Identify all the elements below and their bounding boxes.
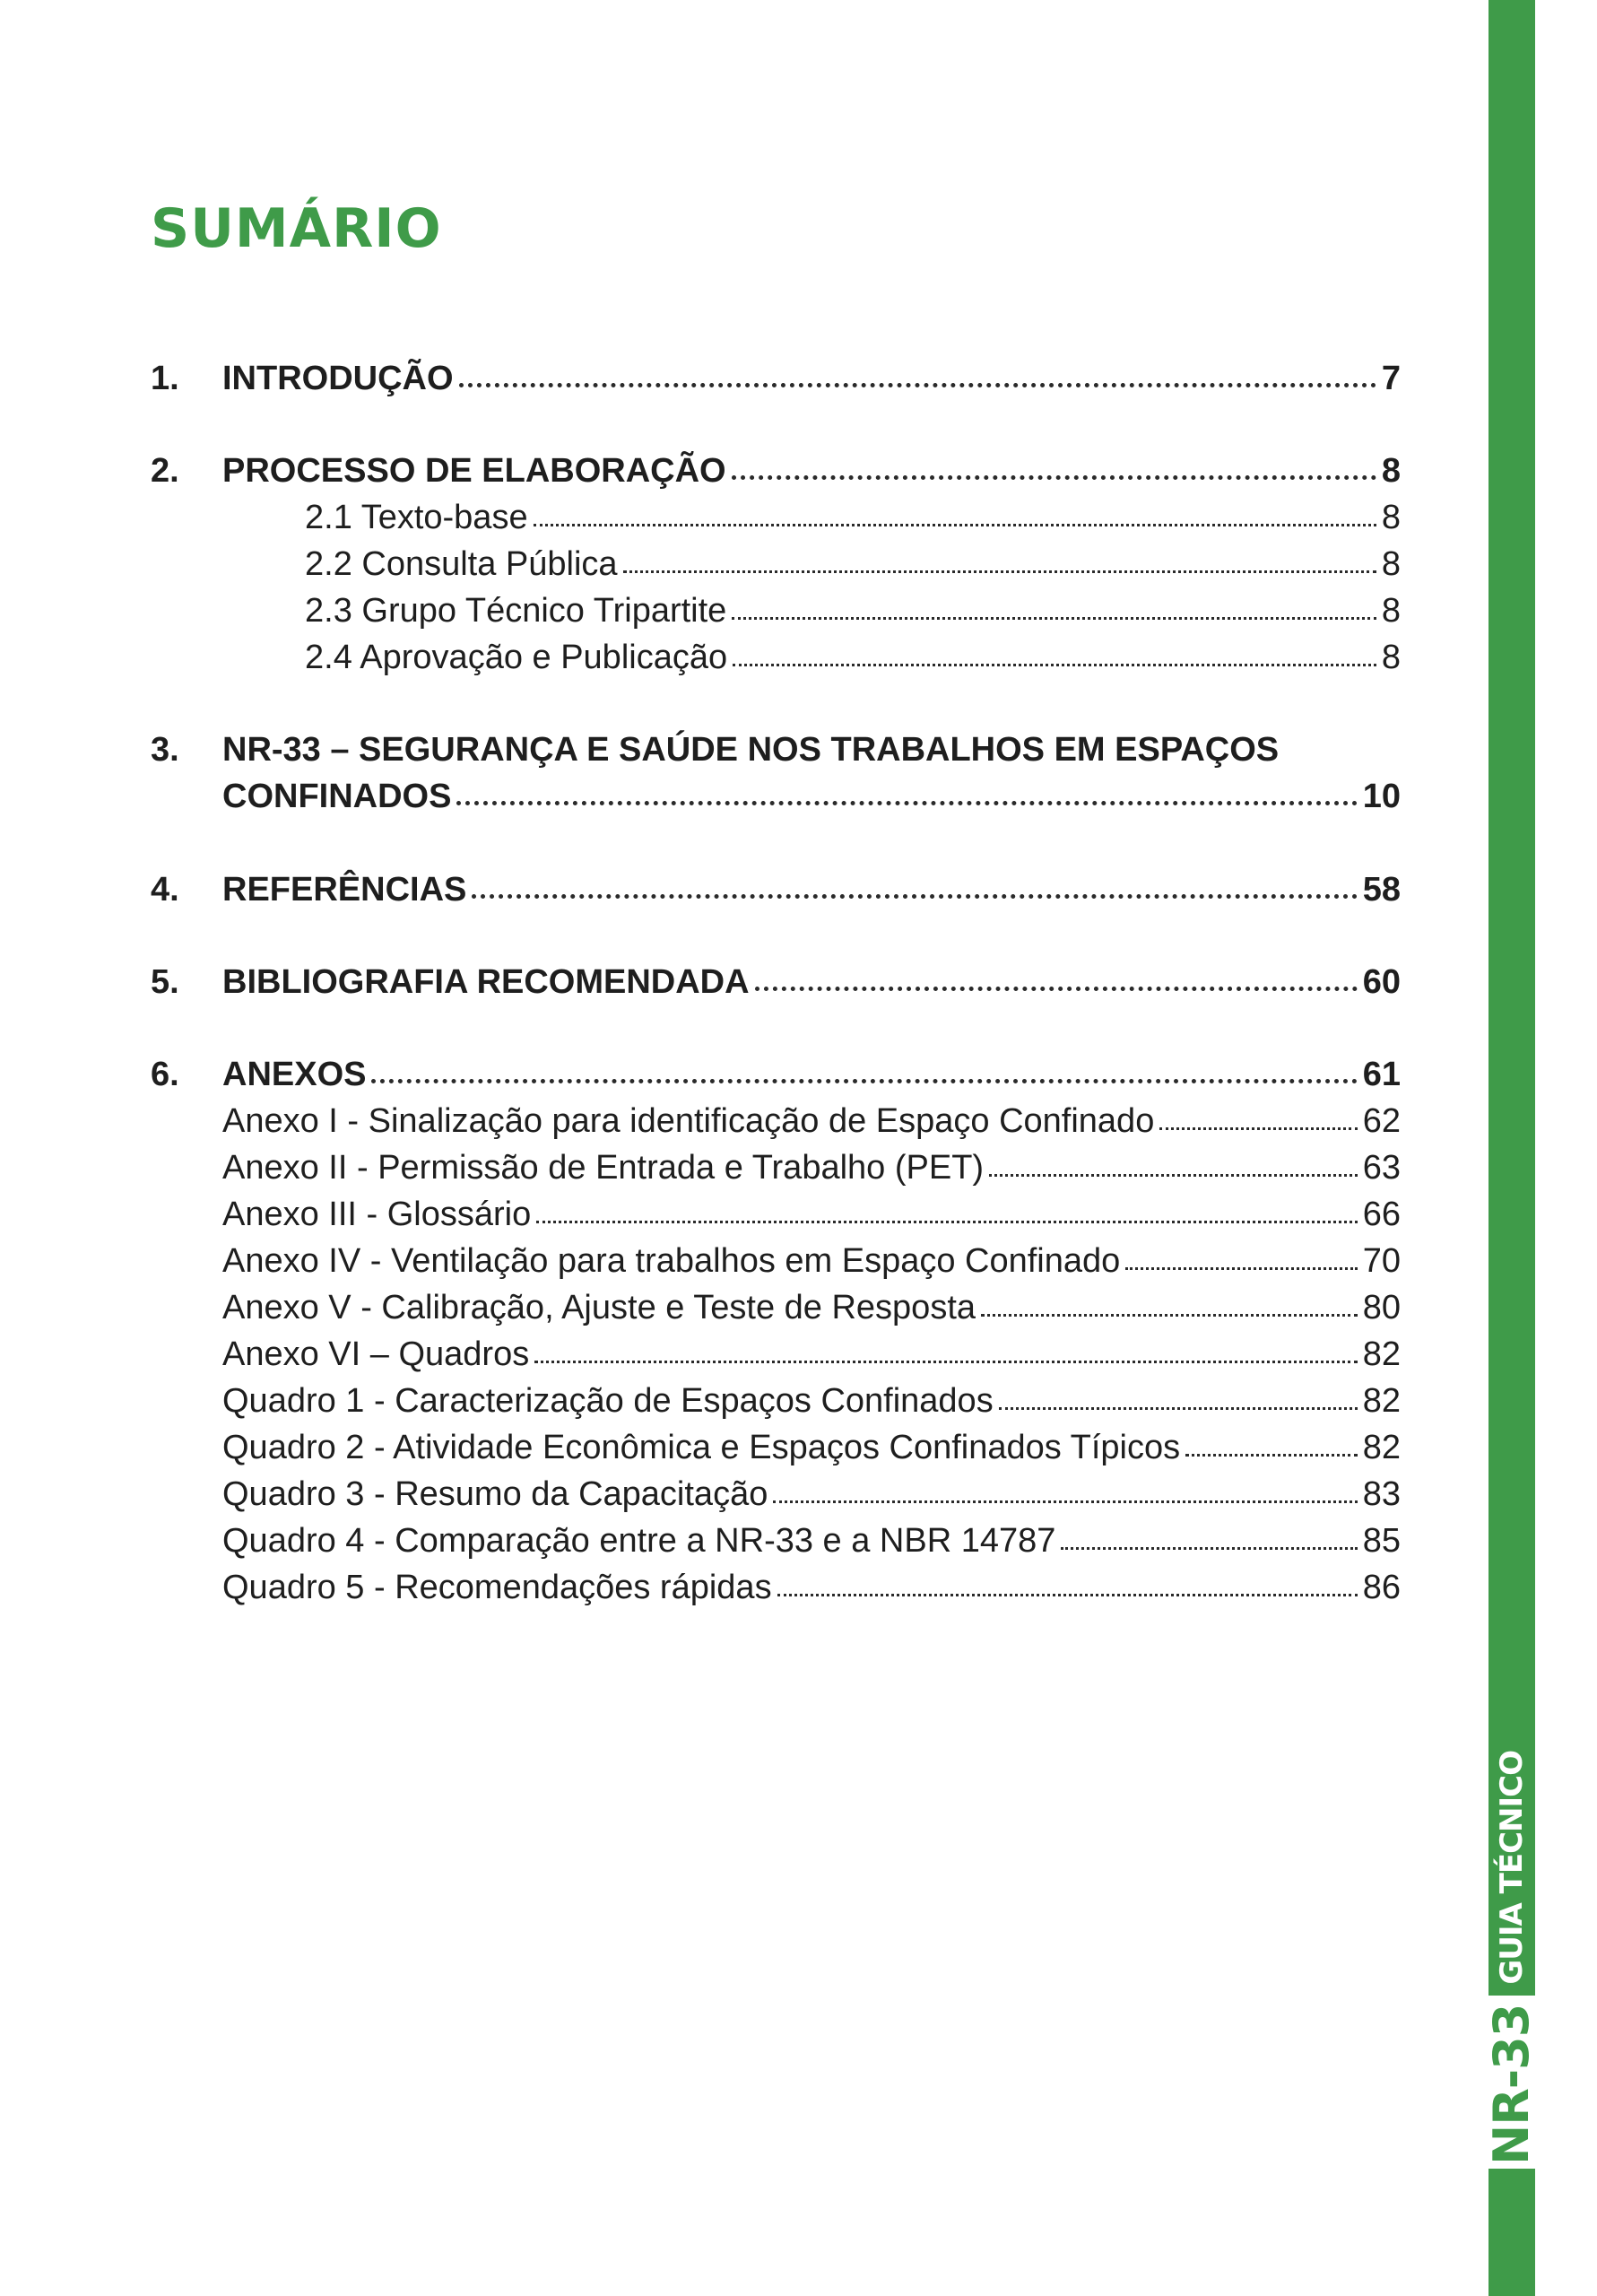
toc-entry-anexos[interactable] [151,1051,1401,1098]
dot-leader [732,617,1376,620]
toc-entry-page: 10 [1362,778,1401,815]
toc-entry-processo[interactable] [151,448,1401,494]
toc-entry-page: 8 [1381,499,1401,536]
toc-subentry[interactable] [151,541,1401,587]
toc-annex-item[interactable] [151,1144,1401,1191]
toc-entry-label: 2.2 Consulta Pública [305,545,618,583]
toc-entry-nr33-continued[interactable] [151,773,1401,820]
toc-entry-page: 8 [1381,592,1401,630]
toc-entry-label: Anexo II - Permissão de Entrada e Trabalho (PET) [222,1149,985,1187]
toc-entry-nr33[interactable] [151,726,1401,773]
dot-leader [534,524,1376,526]
toc-entry-page: 70 [1362,1242,1401,1280]
toc-entry-number: 5. [151,963,179,1001]
toc-annex-item[interactable] [151,1191,1401,1238]
toc-entry-introducao[interactable] [151,355,1401,402]
toc-entry-number: 3. [151,731,179,769]
toc-entry-page: 80 [1362,1289,1401,1326]
toc-entry-page: 63 [1362,1149,1401,1187]
toc-entry-page: 8 [1381,639,1401,676]
dot-leader [459,383,1376,387]
dot-leader [999,1407,1358,1410]
dot-leader [371,1079,1357,1083]
toc-entry-label: Anexo III - Glossário [222,1196,532,1233]
toc-entry-number: 2. [151,452,179,490]
toc-annex-item[interactable] [151,1518,1401,1564]
toc-entry-page: 85 [1362,1522,1401,1560]
dot-leader [733,664,1376,666]
dot-leader [1125,1267,1357,1270]
toc-entry-label: 2.3 Grupo Técnico Tripartite [305,592,727,630]
dot-leader [456,801,1357,805]
toc-entry-number: 6. [151,1056,179,1093]
toc-entry-label: Anexo I - Sinalização para identificação de Espaço Confinado [222,1102,1155,1140]
toc-entry-number: 1. [151,360,179,397]
dot-leader [773,1500,1357,1503]
toc-annex-item[interactable] [151,1424,1401,1471]
dot-leader [472,894,1357,899]
dot-leader [534,1361,1358,1363]
toc-subentry[interactable] [151,494,1401,541]
toc-entry-page: 7 [1381,360,1401,397]
toc-entry-page: 86 [1362,1569,1401,1606]
page-title: SUMÁRIO [151,197,442,260]
toc-annex-item[interactable] [151,1471,1401,1518]
dot-leader [981,1314,1358,1317]
toc-annex-item[interactable] [151,1378,1401,1424]
toc-entry-page: 82 [1362,1335,1401,1373]
dot-leader [623,570,1376,573]
toc-entry-label: Quadro 4 - Comparação entre a NR-33 e a NBR 14787 [222,1522,1056,1560]
toc-entry-page: 60 [1362,963,1401,1001]
toc-entry-page: 58 [1362,871,1401,909]
toc-entry-label-line2: CONFINADOS [222,778,452,815]
dot-leader [1159,1127,1357,1130]
toc-entry-page: 83 [1362,1475,1401,1513]
toc-entry-bibliografia[interactable] [151,959,1401,1005]
toc-annex-item[interactable] [151,1284,1401,1331]
toc-entry-page: 61 [1362,1056,1401,1093]
toc-entry-label: Anexo VI – Quadros [222,1335,530,1373]
toc-subentry[interactable] [151,634,1401,681]
dot-leader [777,1594,1358,1596]
toc-entry-page: 8 [1381,545,1401,583]
toc-subentry[interactable] [151,587,1401,634]
toc-entry-label: Anexo V - Calibração, Ajuste e Teste de Resposta [222,1289,976,1326]
toc-entry-page: 82 [1362,1382,1401,1420]
toc-entry-label-line1: NR-33 – SEGURANÇA E SAÚDE NOS TRABALHOS EM ESPAÇOS [222,731,1280,769]
dot-leader [755,987,1358,991]
side-tab-code: NR-33 [1489,1996,1535,2169]
toc-entry-label: Quadro 3 - Resumo da Capacitação [222,1475,768,1513]
toc-entry-label: 2.4 Aprovação e Publicação [305,639,728,676]
toc-entry-page: 82 [1362,1429,1401,1466]
toc-annex-item[interactable] [151,1564,1401,1611]
toc-entry-page: 62 [1362,1102,1401,1140]
toc-entry-label: Quadro 5 - Recomendações rápidas [222,1569,772,1606]
toc-entry-referencias[interactable] [151,866,1401,913]
toc-entry-label: Quadro 2 - Atividade Econômica e Espaços Confinados Típicos [222,1429,1181,1466]
toc-entry-label: Quadro 1 - Caracterização de Espaços Confinados [222,1382,994,1420]
toc-entry-page: 8 [1381,452,1401,490]
toc-annex-item[interactable] [151,1238,1401,1284]
dot-leader [732,475,1376,480]
toc-annex-item[interactable] [151,1331,1401,1378]
toc-entry-label: PROCESSO DE ELABORAÇÃO [222,452,726,490]
toc-entry-page: 66 [1362,1196,1401,1233]
dot-leader [989,1174,1358,1177]
toc-entry-label: 2.1 Texto-base [305,499,528,536]
dot-leader [1061,1547,1357,1550]
toc-annex-item[interactable] [151,1098,1401,1144]
dot-leader [1185,1454,1358,1457]
toc-entry-label: Anexo IV - Ventilação para trabalhos em Espaço Confinado [222,1242,1121,1280]
side-tab-label [1483,1751,1540,2165]
toc-entry-label: INTRODUÇÃO [222,360,454,397]
dot-leader [536,1221,1357,1223]
toc-entry-label: ANEXOS [222,1056,367,1093]
toc-entry-number: 4. [151,871,179,909]
side-tab-guide: GUIA TÉCNICO [1494,1751,1530,1985]
toc-entry-label: BIBLIOGRAFIA RECOMENDADA [222,963,750,1001]
toc-entry-label: REFERÊNCIAS [222,871,467,909]
